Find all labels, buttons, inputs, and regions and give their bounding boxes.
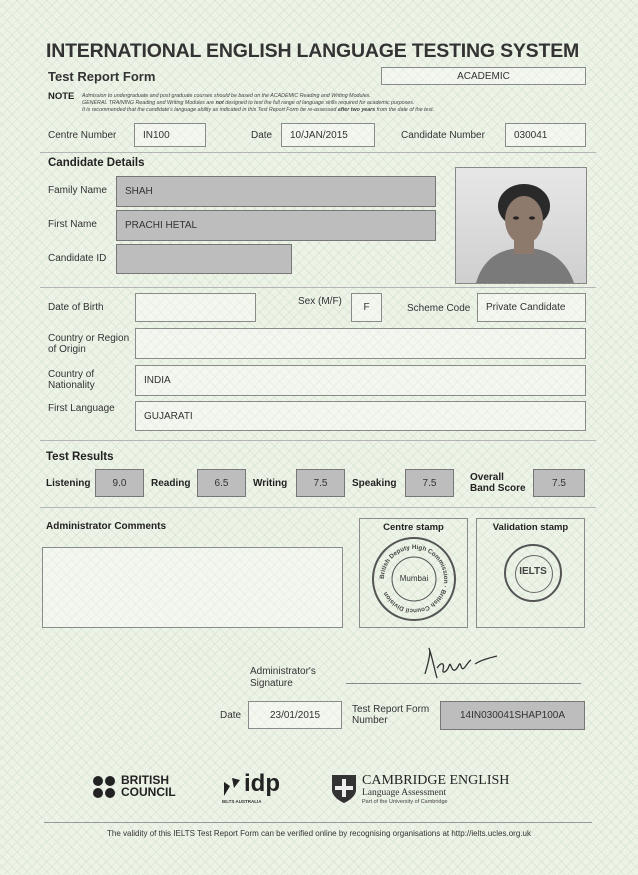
family-name-label: Family Name bbox=[48, 185, 107, 196]
reading-label: Reading bbox=[151, 478, 191, 489]
candidate-number-field: 030041 bbox=[505, 123, 586, 147]
centre-stamp-seal bbox=[372, 537, 456, 621]
dob-label: Date of Birth bbox=[48, 302, 104, 313]
validation-stamp-heading: Validation stamp bbox=[492, 522, 569, 533]
cambridge-line3: Part of the University of Cambridge bbox=[362, 799, 448, 805]
validation-stamp-box bbox=[476, 518, 585, 628]
british-council-logo bbox=[92, 774, 187, 802]
centre-stamp-box bbox=[359, 518, 468, 628]
cambridge-line2: Language Assessment bbox=[362, 788, 447, 798]
centre-stamp-heading: Centre stamp bbox=[383, 522, 444, 533]
module-value: ACADEMIC bbox=[457, 70, 510, 82]
british-council-line2: COUNCIL bbox=[121, 785, 176, 799]
overall-label: Overall Band Score bbox=[470, 472, 526, 494]
idp-logo bbox=[222, 770, 292, 806]
issue-date-field: 23/01/2015 bbox=[248, 701, 342, 729]
writing-label: Writing bbox=[253, 478, 288, 489]
module-box bbox=[381, 67, 586, 85]
first-name-field: PRACHI HETAL bbox=[116, 210, 436, 241]
signature-label: Administrator's Signature bbox=[250, 666, 316, 689]
signature-line bbox=[346, 683, 581, 684]
centre-stamp-city: Mumbai bbox=[399, 574, 429, 583]
note-line-2: GENERAL TRAINING Reading and Writing Modules are not designed to test the full range of language skills required for academic purposes. bbox=[82, 100, 415, 106]
cambridge-line1: CAMBRIDGE ENGLISH bbox=[362, 773, 510, 788]
candidate-id-label: Candidate ID bbox=[48, 253, 107, 264]
idp-sub: IELTS AUSTRALIA bbox=[222, 799, 262, 804]
dob-field bbox=[135, 293, 256, 322]
family-name-field: SHAH bbox=[116, 176, 436, 207]
candidate-details-heading: Candidate Details bbox=[48, 157, 145, 169]
candidate-id-field bbox=[116, 244, 292, 274]
admin-comments-heading: Administrator Comments bbox=[46, 521, 167, 532]
trf-number-field: 14IN030041SHAP100A bbox=[440, 701, 585, 730]
form-title: INTERNATIONAL ENGLISH LANGUAGE TESTING SYSTEM bbox=[46, 40, 580, 62]
note-line-3: It is recommended that the candidate's language ability as indicated in this Test Report Form be re-assessed after two years from the date of the test. bbox=[82, 107, 435, 113]
candidate-number-label: Candidate Number bbox=[401, 130, 485, 141]
divider bbox=[40, 440, 596, 441]
listening-label: Listening bbox=[46, 478, 91, 489]
listening-score: 9.0 bbox=[95, 469, 144, 497]
footer-text: The validity of this IELTS Test Report Form can be verified online by recognising organisations at http://ielts.ucles.org.uk bbox=[107, 829, 531, 838]
test-results-heading: Test Results bbox=[46, 451, 114, 463]
note-label: NOTE bbox=[48, 91, 75, 102]
speaking-label: Speaking bbox=[352, 478, 397, 489]
note-line-1: Admission to undergraduate and post graduate courses should be based on the ACADEMIC Reading and Writing Modules. bbox=[82, 93, 371, 99]
candidate-photo bbox=[455, 167, 587, 284]
nationality-field: INDIA bbox=[135, 365, 586, 396]
date-label: Date bbox=[251, 130, 273, 141]
note-text bbox=[82, 93, 434, 114]
validation-stamp-seal bbox=[504, 544, 562, 602]
trf-number-label: Test Report Form Number bbox=[352, 704, 430, 726]
admin-comments-field bbox=[42, 547, 343, 628]
administrator-signature bbox=[415, 642, 505, 684]
sex-label: Sex (M/F) bbox=[298, 296, 342, 307]
idp-name: idp bbox=[244, 770, 280, 797]
scheme-code-label: Scheme Code bbox=[407, 303, 471, 314]
reading-score: 6.5 bbox=[197, 469, 246, 497]
origin-field bbox=[135, 328, 586, 359]
first-language-label: First Language bbox=[48, 403, 115, 414]
divider bbox=[40, 287, 596, 288]
divider bbox=[40, 152, 596, 153]
speaking-score: 7.5 bbox=[405, 469, 454, 497]
centre-number-label: Centre Number bbox=[48, 130, 117, 141]
scheme-code-field: Private Candidate bbox=[477, 293, 586, 322]
centre-number-field: IN100 bbox=[134, 123, 206, 147]
british-council-line1: BRITISH bbox=[121, 773, 169, 787]
footer-divider bbox=[44, 822, 592, 823]
date-field: 10/JAN/2015 bbox=[281, 123, 375, 147]
origin-label: Country or Region of Origin bbox=[48, 333, 130, 355]
divider bbox=[40, 507, 596, 508]
issue-date-label: Date bbox=[220, 710, 242, 721]
first-name-label: First Name bbox=[48, 219, 97, 230]
first-language-field: GUJARATI bbox=[135, 401, 586, 431]
centre-stamp-ring-text: British Deputy High Commission · British Council Division bbox=[378, 543, 450, 615]
form-subtitle: Test Report Form bbox=[48, 69, 156, 84]
nationality-label: Country of Nationality bbox=[48, 369, 95, 391]
writing-score: 7.5 bbox=[296, 469, 345, 497]
overall-score: 7.5 bbox=[533, 469, 585, 497]
validation-stamp-mark: IELTS bbox=[519, 566, 547, 577]
cambridge-logo bbox=[331, 773, 541, 807]
sex-field: F bbox=[351, 293, 382, 322]
